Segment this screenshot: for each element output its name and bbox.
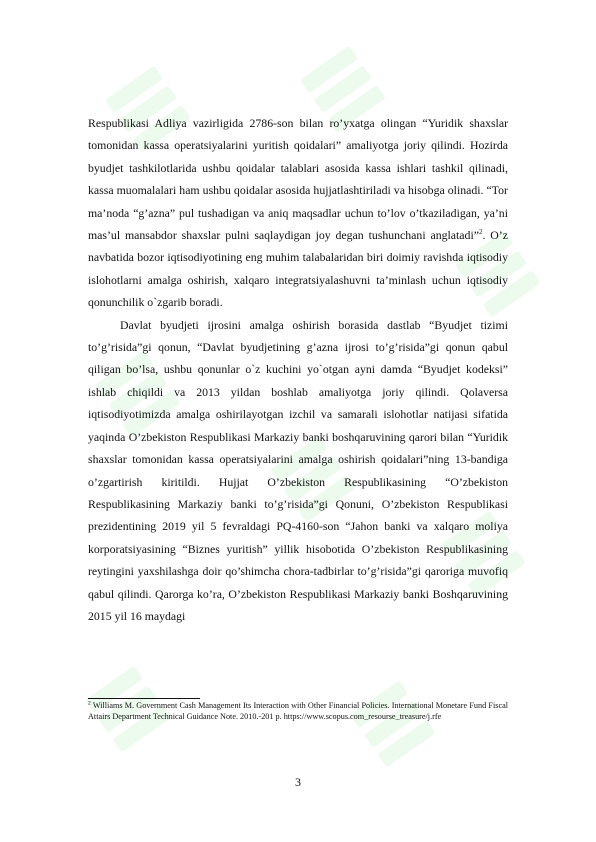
paragraph-1-text: Respublikasi Adliya vazirligida 2786-son bilan ro’yxatga olingan “Yuridik shaxslar tomonidan kassa operatsiyalarini yuritish qoidalari” amaliyotga joriy qilindi. Hozirda byudjet tashkilotlarida ushbu qoidalar talablari asosida kassa ishlari tashkil qilinadi, kassa muomalalari ham ushbu qoidalar asosida hujjatlashtiriladi va hisobga olinadi. “Tor ma’noda “g’azna” pul tushadigan va aniq maqsadlar uchun to’lov o’tkaziladigan, ya’ni mas’ul mansabdor shaxslar pulni saqlaydigan joy degan tushunchani anglatadi” — [88, 116, 508, 243]
footnote-reference[interactable]: 2 — [478, 228, 483, 237]
document-body — [88, 112, 508, 627]
paragraph-1-text-continued: . O’z navbatida bozor iqtisodiyotining eng muhim talabalaridan biri doimiy ravishda iqtisodiy islohotlarni amalga oshirish, xalqaro integratsiyalashuvni ta’minlash uchun iqtisodiy qonunchilik o`zgarib boradi. — [88, 228, 508, 310]
footnote-marker: 2 — [88, 700, 91, 707]
footnote-text: Williams M. Government Cash Management Its Interaction with Other Financial Policies. International Monetare Fund Fiscal Attairs Department Technical Guidance Note. 2010.-201 p. https://www.scopus.com_resourse_treasure/j.rfe — [88, 701, 508, 721]
footnote-separator — [88, 698, 200, 699]
footnote — [88, 701, 508, 722]
page-number: 3 — [295, 775, 301, 789]
body-paragraph-1 — [88, 112, 508, 314]
body-paragraph-2: Davlat byudjeti ijrosini amalga oshirish borasida dastlab “Byudjet tizimi to’g’risida”gi qonun, “Davlat byudjetining g’azna ijrosi to’g’risida”gi qonun qabul qiligan bo’lsa, ushbu qonunlar o`z kuchini yo`otgan ayni damda “Byudjet kodeksi” ishlab chiqildi va 2013 yildan boshlab amaliyotga joriy qilindi. Qolaversa iqtisodiyotimizda amalga oshirilayotgan izchil va samarali islohotlar natijasi sifatida yaqinda O’zbekiston Respublikasi Markaziy banki boshqaruvining qarori bilan “Yuridik shaxslar tomonidan kassa operatsiyalarini amalga oshirish qoidalari”ning 13-bandiga o’zgartirish kiritildi. Hujjat O’zbekiston Respublikasining “O’zbekiston Respublikasining Markaziy banki to’g’risida”gi Qonuni, O’zbekiston Respublikasi prezidentining 2019 yil 5 fevraldagi PQ-4160-son “Jahon banki va xalqaro moliya korporatsiyasining “Biznes yuritish” yillik hisobotida O’zbekiston Respublikasining reytingini yaxshilashga doir qo’shimcha chora-tadbirlar to’g’risida”gi qaroriga muvofiq qabul qilindi. Qarorga ko’ra, O’zbekiston Respublikasi Markaziy banki Boshqaruvining 2015 yil 16 maydagi — [88, 317, 508, 623]
